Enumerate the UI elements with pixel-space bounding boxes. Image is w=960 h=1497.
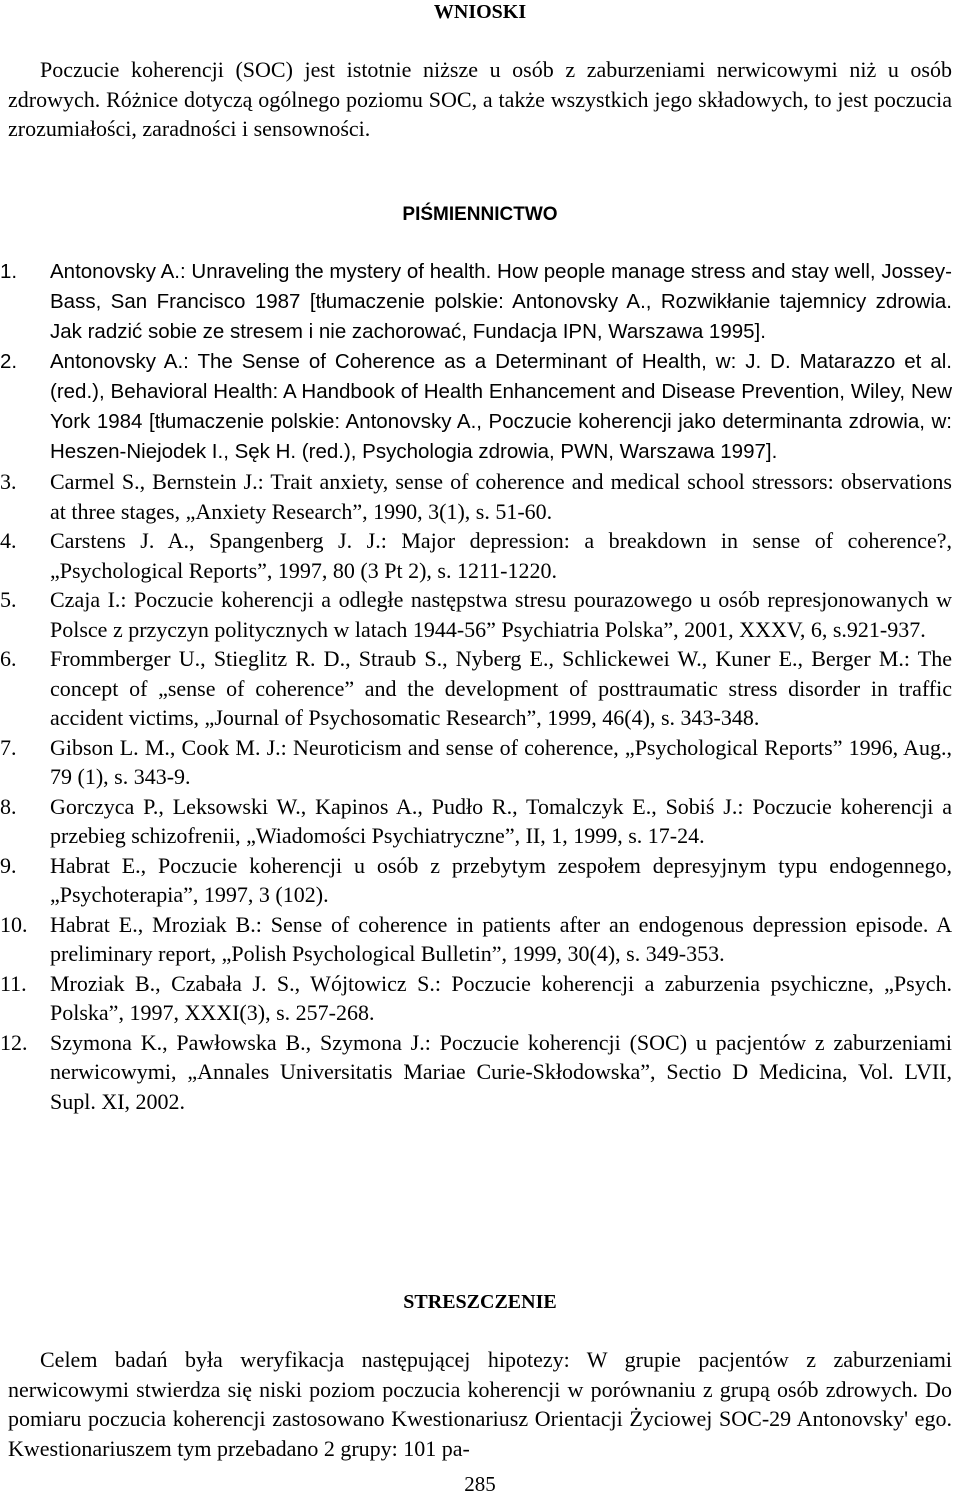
reference-text: Czaja I.: Poczucie koherencji a odległe następstwa stresu pourazowego u osób represjonowanych w Polsce z przyczyn politycznych w latach 1944-56” Psychiatria Polska”, 2001, XXXV, 6, s.921-937.: [50, 587, 952, 642]
reference-number: 3.: [0, 469, 17, 494]
reference-text: Antonovsky A.: Unraveling the mystery of health. How people manage stress and stay well, Jossey-Bass, San Francisco 1987 [tłumaczenie polskie: Antonovsky A., Rozwikłanie tajemnicy zdrowia. Jak radzić sobie ze stresem i nie zachorować, Fundacja IPN, Warszawa 1995].: [50, 260, 952, 343]
reference-text: Szymona K., Pawłowska B., Szymona J.: Poczucie koherencji (SOC) u pacjentów z zaburzeniami nerwicowymi, „Annales Universitatis Mariae Curie-Skłodowska”, Sectio D Medicina, Vol. LVII, Supl. XI, 2002.: [50, 1029, 952, 1114]
references-list: [0, 257, 952, 1116]
reference-number: 4.: [0, 528, 17, 553]
reference-item: [0, 257, 952, 347]
reference-item: [0, 851, 952, 910]
reference-item: [0, 526, 952, 585]
reference-text: Habrat E., Poczucie koherencji u osób z przebytym zespołem depresyjnym typu endogennego, „Psychoterapia”, 1997, 3 (102).: [50, 852, 952, 907]
reference-number: 12.: [0, 1029, 28, 1055]
reference-text: Carstens J. A., Spangenberg J. J.: Major depression: a breakdown in sense of coherence?, „Psychological Reports”, 1997, 80 (3 Pt 2), s. 1211-1220.: [50, 528, 952, 583]
reference-number: 9.: [0, 852, 17, 878]
reference-item: [0, 792, 952, 851]
reference-number: 11.: [0, 970, 27, 996]
reference-text: Habrat E., Mroziak B.: Sense of coherence in patients after an endogenous depression episode. A preliminary report, „Polish Psychological Bulletin”, 1999, 30(4), s. 349-353.: [50, 911, 952, 966]
reference-text: Carmel S., Bernstein J.: Trait anxiety, sense of coherence and medical school stressors: observations at three stages, „Anxiety Research”, 1990, 3(1), s. 51-60.: [50, 469, 952, 524]
reference-item: [0, 347, 952, 467]
reference-text: Gibson L. M., Cook M. J.: Neuroticism and sense of coherence, „Psychological Reports” 1996, Aug., 79 (1), s. 343-9.: [50, 734, 952, 789]
reference-item: [0, 910, 952, 969]
reference-number: 8.: [0, 793, 17, 819]
conclusions-heading: WNIOSKI: [433, 1, 527, 23]
reference-item: [0, 644, 952, 733]
reference-item: [0, 969, 952, 1028]
reference-item: [0, 733, 952, 792]
reference-number: 7.: [0, 734, 17, 760]
reference-number: 10.: [0, 911, 28, 937]
reference-number: 5.: [0, 587, 17, 612]
reference-item: [0, 467, 952, 526]
reference-text: Gorczyca P., Leksowski W., Kapinos A., Pudło R., Tomalczyk E., Sobiś J.: Poczucie koherencji a przebieg schizofrenii, „Wiadomości Psychiatryczne”, II, 1, 1999, s. 17-24.: [50, 793, 952, 848]
references-heading: PIŚMIENNICTWO: [402, 204, 558, 225]
reference-text: Mroziak B., Czabała J. S., Wójtowicz S.: Poczucie koherencji a zaburzenia psychiczne, „Psych. Polska”, 1997, XXXI(3), s. 257-268.: [50, 970, 952, 1025]
page-number: 285: [464, 1472, 496, 1496]
summary-heading: STRESZCZENIE: [403, 1291, 557, 1313]
reference-item: [0, 585, 952, 644]
reference-item: [0, 1028, 952, 1117]
summary-paragraph: Celem badań była weryfikacja następującej hipotezy: W grupie pacjentów z zaburzeniami nerwicowymi stwierdza się niski poziom poczucia koherencji w porównaniu z grupą osób zdrowych. Do pomiaru poczucia koherencji zastosowano Kwestionariusz Orientacji Życiowej SOC-29 Antonovsky' ego. Kwestionariuszem tym przebadano 2 grupy: 101 pa-: [8, 1347, 952, 1461]
reference-number: 6.: [0, 646, 17, 671]
reference-number: 1.: [0, 260, 18, 283]
reference-text: Frommberger U., Stieglitz R. D., Straub S., Nyberg E., Schlickewei W., Kuner E., Berger M.: The concept of „sense of coherence” and the development of posttraumatic stress disorder in traffic accident victims, „Journal of Psychosomatic Research”, 1999, 46(4), s. 343-348.: [50, 646, 952, 730]
reference-number: 2.: [0, 350, 18, 373]
reference-text: Antonovsky A.: The Sense of Coherence as a Determinant of Health, w: J. D. Matarazzo et al. (red.), Behavioral Health: A Handbook of Health Enhancement and Disease Prevention, Wiley, New York 1984 [tłumaczenie polskie: Antonovsky A., Poczucie koherencji jako determinanta zdrowia, w: Heszen-Niejodek I., Sęk H. (red.), Psychologia zdrowia, PWN, Warszawa 1997].: [50, 350, 952, 463]
conclusions-paragraph: Poczucie koherencji (SOC) jest istotnie niższe u osób z zaburzeniami nerwicowymi niż u osób zdrowych. Różnice dotyczą ogólnego poziomu SOC, a także wszystkich jego składowych, to jest poczucia zrozumiałości, zaradności i sensowności.: [8, 57, 952, 141]
